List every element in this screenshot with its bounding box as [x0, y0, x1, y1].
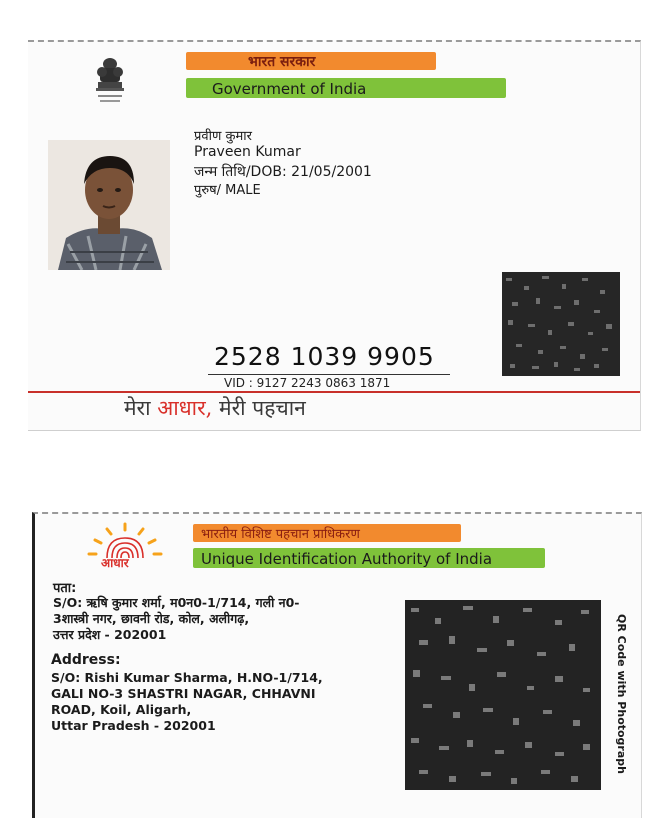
tagline-word: पहचान: [252, 396, 306, 420]
national-emblem-icon: [90, 54, 130, 106]
holder-photo: [48, 140, 170, 270]
header-hindi: भारत सरकार: [248, 54, 316, 70]
tagline-word: आधार,: [157, 396, 220, 420]
address-english-line-2: GALI NO-3 SHASTRI NAGAR, CHHAVNI: [51, 686, 316, 701]
vid-number: VID : 9127 2243 0863 1871: [224, 376, 391, 390]
divider-red-line: [28, 391, 640, 393]
address-english-line-4: Uttar Pradesh - 202001: [51, 718, 216, 733]
tagline-text: [124, 396, 306, 420]
address-label-hindi: पता:: [53, 581, 77, 596]
aadhaar-front-card: [28, 40, 641, 431]
address-label-english: Address:: [51, 652, 121, 668]
aadhaar-back-card: [32, 512, 642, 818]
tagline-word: मेरा: [124, 396, 158, 420]
address-hindi-line-1: S/O: ऋषि कुमार शर्मा, म0न0-1/714, गली न0-: [53, 595, 300, 610]
header-english: Government of India: [212, 80, 367, 98]
number-underline: [208, 374, 450, 375]
address-english-line-1: S/O: Rishi Kumar Sharma, H.NO-1/714,: [51, 670, 323, 685]
uidai-hindi: भारतीय विशिष्ट पहचान प्राधिकरण: [201, 527, 360, 542]
name-hindi: प्रवीण कुमार: [194, 129, 252, 144]
date-of-birth: जन्म तिथि/DOB: 21/05/2001: [194, 164, 372, 180]
qr-code-back: [405, 600, 601, 790]
name-english: Praveen Kumar: [194, 144, 301, 160]
aadhaar-logo-text: आधार: [101, 556, 129, 570]
qr-caption: QR Code with Photograph: [615, 614, 628, 774]
aadhaar-number: 2528 1039 9905: [214, 342, 435, 371]
gender: पुरुष/ MALE: [194, 183, 261, 198]
uidai-english: Unique Identification Authority of India: [201, 550, 493, 568]
tagline-word: मेरी: [219, 396, 253, 420]
address-hindi-line-3: उत्तर प्रदेश - 202001: [53, 627, 167, 642]
qr-code-front: [502, 272, 620, 376]
address-hindi-line-2: 3शास्त्री नगर, छावनी रोड, कोल, अलीगढ़,: [53, 611, 250, 626]
tagline: [124, 394, 306, 422]
address-english-line-3: ROAD, Koil, Aligarh,: [51, 702, 192, 717]
